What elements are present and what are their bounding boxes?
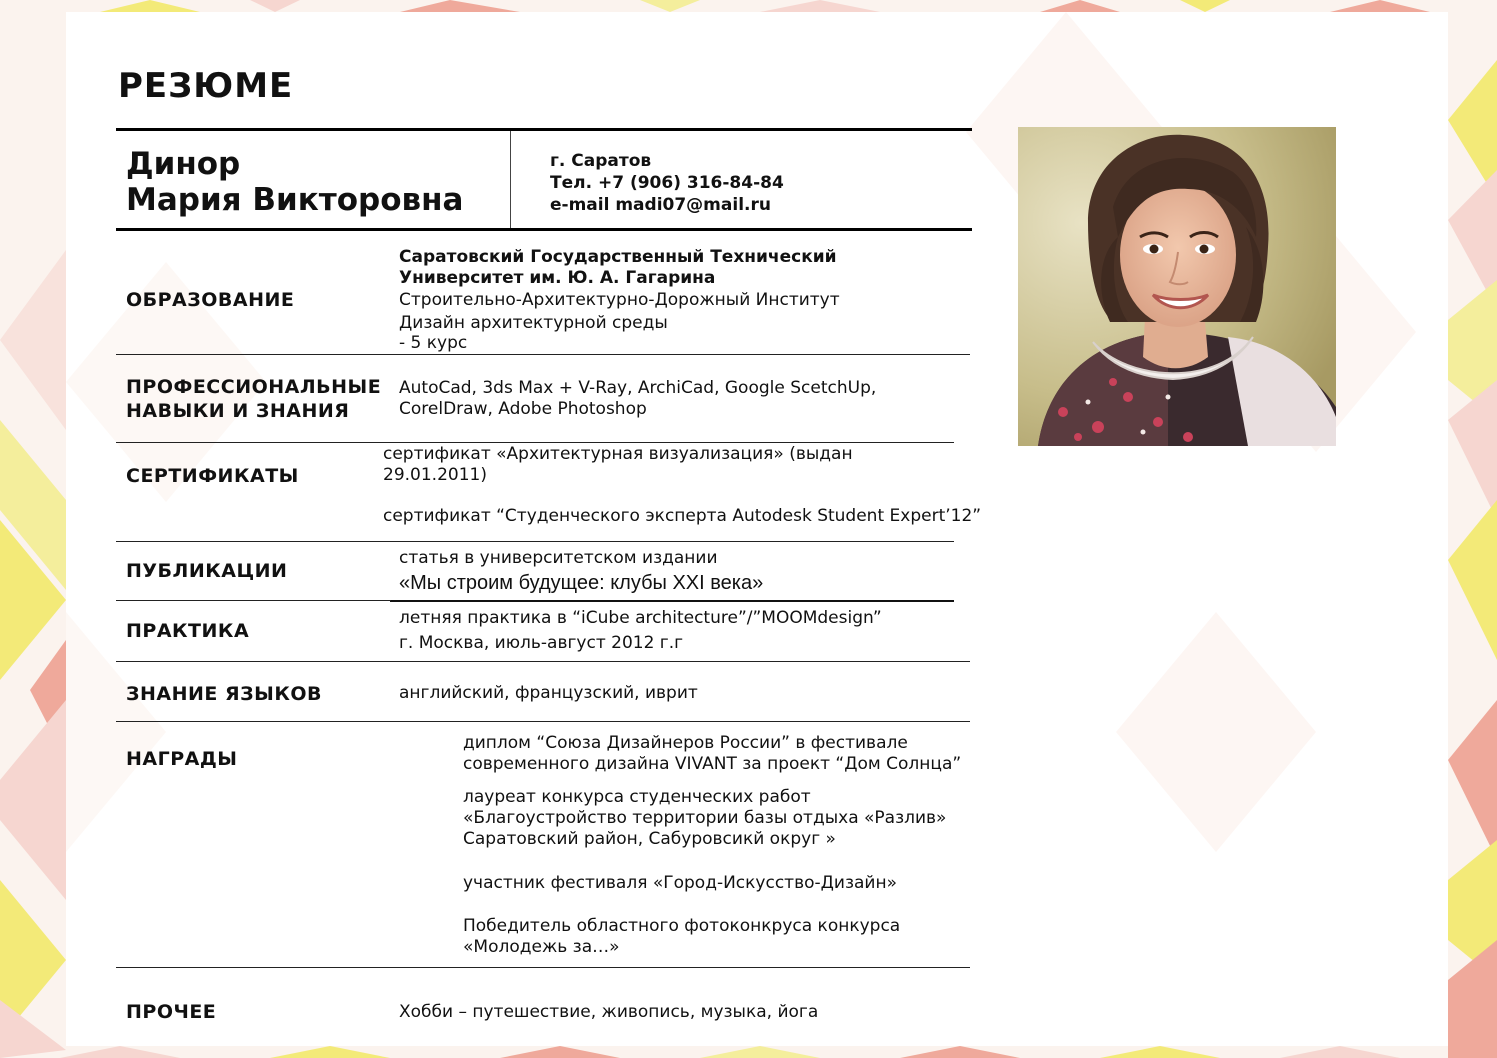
award2-line2: «Благоустройство территории базы отдыха «Разлив»: [463, 808, 947, 828]
cert2: сертификат “Студенческого эксперта Autodesk Student Expert’12”: [383, 506, 982, 526]
certificates-label: СЕРТИФИКАТЫ: [126, 465, 299, 487]
award2-line1: лауреат конкурса студенческих работ: [463, 787, 811, 807]
institute: Строительно-Архитектурно-Дорожный Институт: [399, 290, 840, 310]
cert1-line2: 29.01.2011): [383, 465, 487, 485]
publications-details: [399, 548, 763, 595]
award4-line2: «Молодежь за…»: [463, 937, 620, 957]
skills-line1: AutoCad, 3ds Max + V-Ray, ArchiCad, Google ScetchUp,: [399, 378, 877, 398]
divider-awards: [116, 967, 970, 968]
practice-label: ПРАКТИКА: [126, 620, 250, 642]
award3: участник фестиваля «Город-Искусство-Дизайн»: [463, 873, 897, 893]
email: e-mail madi07@mail.ru: [550, 195, 771, 215]
skills-line2: CorelDraw, Adobe Photoshop: [399, 399, 647, 419]
education-label: ОБРАЗОВАНИЕ: [126, 289, 295, 311]
skills-details: [399, 378, 876, 420]
award4-line1: Победитель областного фотоконкруса конкурса: [463, 916, 901, 936]
divider-education: [116, 354, 970, 355]
portrait-illustration: [1018, 127, 1336, 446]
skills-label: [126, 375, 381, 423]
city: г. Саратов: [550, 151, 652, 171]
divider-publications-right: [390, 600, 954, 602]
practice-line2: г. Москва, июль-август 2012 г.г: [399, 633, 684, 653]
award2-line3: Саратовский район, Сабуровсикй округ »: [463, 829, 836, 849]
portrait-photo: [1018, 127, 1336, 446]
practice-line1: летняя практика в “iCube architecture”/”MOOMdesign”: [399, 608, 882, 628]
given-names: Мария Викторовна: [126, 182, 464, 218]
awards-details: [463, 733, 961, 958]
course: - 5 курс: [399, 333, 468, 353]
header-divider: [510, 131, 511, 229]
award1-line2: современного дизайна VIVANT за проект “Дом Солнца”: [463, 754, 962, 774]
contact-info: [550, 150, 784, 216]
certificates-details: [383, 444, 981, 527]
publications-label: ПУБЛИКАЦИИ: [126, 560, 288, 582]
divider-certificates: [116, 541, 954, 542]
page-title: РЕЗЮМЕ: [118, 66, 294, 106]
divider-practice: [116, 661, 970, 662]
program: Дизайн архитектурной среды: [399, 313, 668, 333]
skills-label-line1: ПРОФЕССИОНАЛЬНЫЕ: [126, 376, 382, 398]
surname: Динор: [126, 146, 241, 182]
divider-languages: [116, 721, 970, 722]
skills-label-line2: НАВЫКИ И ЗНАНИЯ: [126, 400, 350, 422]
awards-label: НАГРАДЫ: [126, 748, 238, 770]
header-bottom-rule: [116, 228, 972, 231]
university-line1: Саратовский Государственный Технический: [399, 247, 837, 267]
phone: Тел. +7 (906) 316-84-84: [550, 173, 784, 193]
education-details: [399, 247, 840, 354]
award1-line1: диплом “Союза Дизайнеров России” в фестивале: [463, 733, 908, 753]
languages-label: ЗНАНИЕ ЯЗЫКОВ: [126, 683, 322, 705]
full-name: [126, 146, 463, 218]
header-top-rule: [116, 128, 972, 131]
publication-title: «Мы строим будущее: клубы XXI века»: [399, 572, 764, 594]
languages-value: английский, французский, иврит: [399, 683, 698, 703]
university-line2: Университет им. Ю. А. Гагарина: [399, 268, 716, 288]
divider-publications-left: [116, 600, 391, 601]
cert1-line1: сертификат «Архитектурная визуализация» (выдан: [383, 444, 853, 464]
other-value: Хобби – путешествие, живопись, музыка, йога: [399, 1002, 819, 1022]
other-label: ПРОЧЕЕ: [126, 1001, 217, 1023]
divider-skills: [116, 442, 954, 443]
practice-details: [399, 608, 882, 654]
publication-intro: статья в университетском издании: [399, 548, 718, 568]
